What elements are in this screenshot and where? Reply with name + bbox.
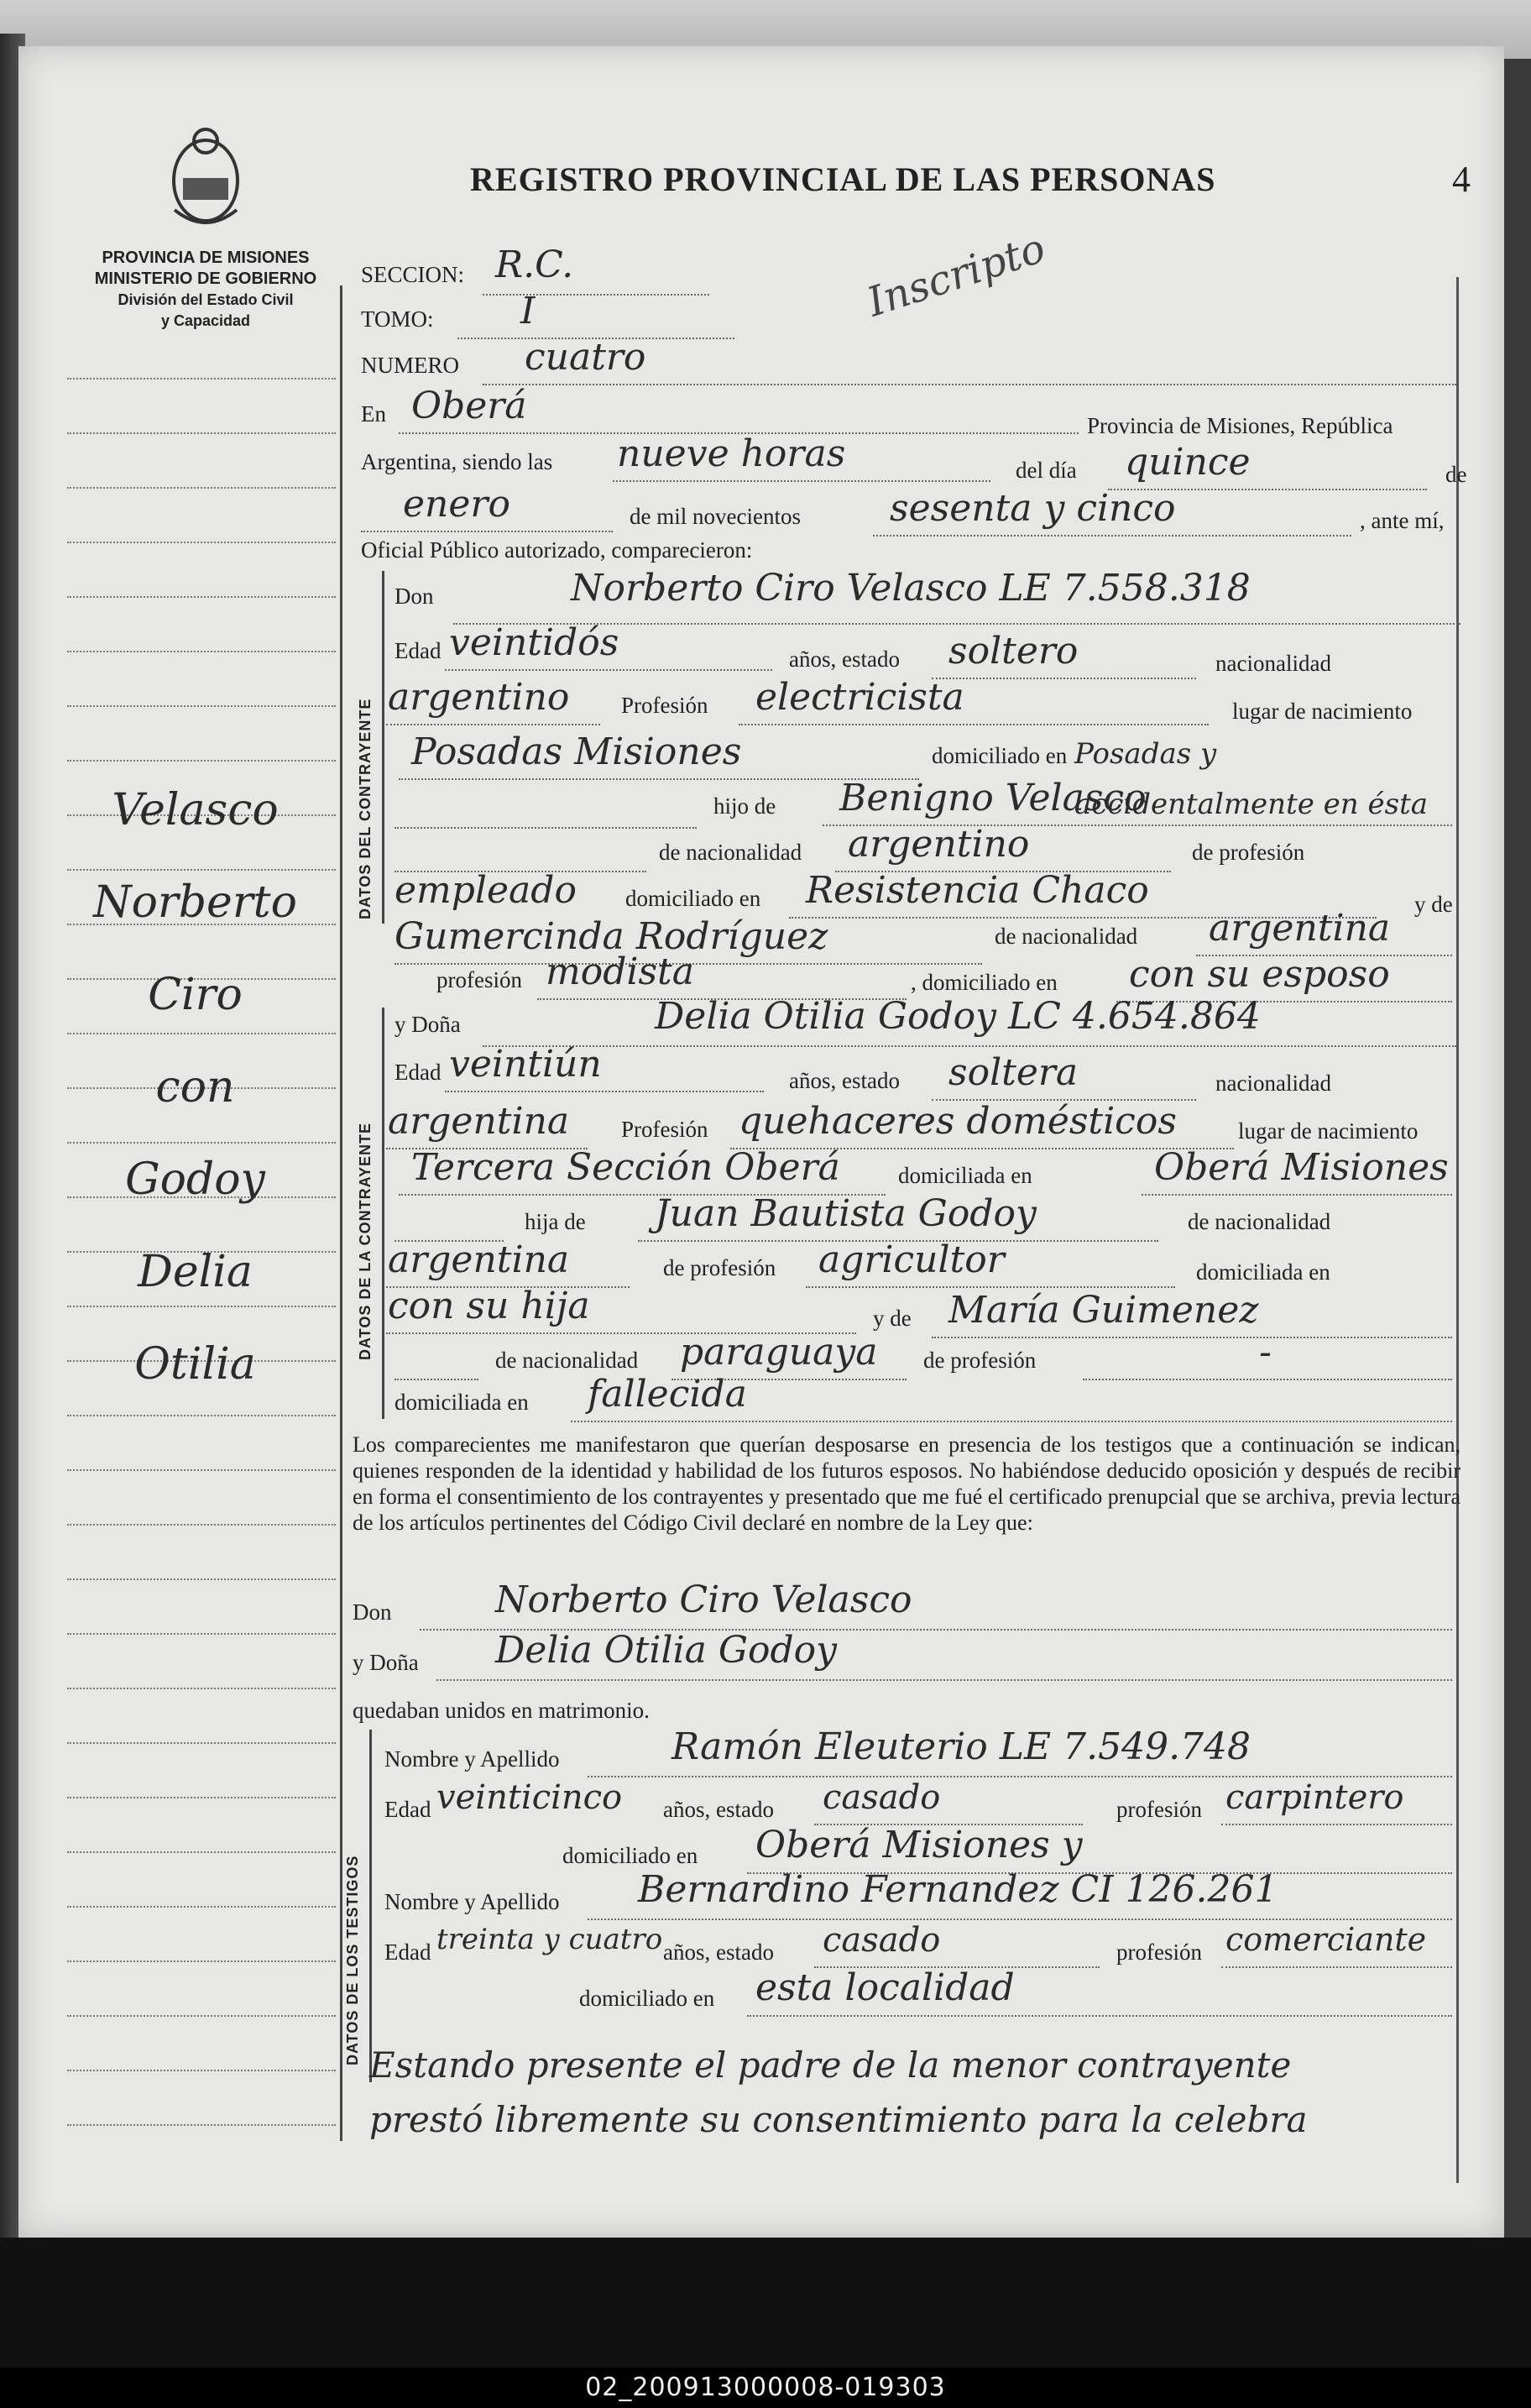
groom-section — [382, 571, 384, 924]
padre-nac-label: de nacionalidad — [659, 840, 802, 865]
seccion-label: SECCION: — [361, 262, 465, 287]
margin-name: Otilia — [134, 1339, 256, 1390]
nacionalidad-label: nacionalidad — [1215, 651, 1331, 676]
closing-line-1: Estando presente el padre de la menor contrayente — [369, 2044, 1292, 2086]
numero-label: NUMERO — [361, 353, 460, 378]
witness1-profession: carpintero — [1225, 1778, 1404, 1817]
dia-label: del día — [1016, 458, 1077, 483]
y-de-label: y de — [1414, 892, 1453, 917]
bride-birthplace: Tercera Sección Oberá — [411, 1146, 840, 1189]
registration-stamp: Inscripto — [861, 224, 1051, 327]
witness1-name: Ramón Eleuterio LE 7.549.748 — [671, 1725, 1251, 1768]
testigo1-estado-label: años, estado — [663, 1797, 774, 1822]
madre-dom-label: , domiciliado en — [911, 970, 1058, 995]
groom-father-nationality: argentino — [848, 823, 1030, 866]
domicilio-label: domiciliada en — [898, 1163, 1032, 1188]
margin-name: Godoy — [125, 1154, 265, 1205]
estado-label: años, estado — [789, 646, 900, 672]
groom-name: Norberto Ciro Velasco LE 7.558.318 — [571, 567, 1251, 610]
dona-label: y Doña — [353, 1650, 419, 1675]
witness1-address: Oberá Misiones y — [755, 1824, 1083, 1866]
bride-address: Oberá Misiones — [1154, 1146, 1449, 1189]
testigo1-edad-label: Edad — [384, 1797, 431, 1822]
witness-section-label: DATOS DE LOS TESTIGOS — [344, 1855, 361, 2065]
bride-father-profession: agricultor — [818, 1238, 1005, 1281]
testigo1-profesion-label: profesión — [1116, 1797, 1202, 1822]
groom-father-profession: empleado — [395, 869, 577, 912]
province-line: PROVINCIA DE MISIONES — [102, 249, 310, 267]
bride-status: soltera — [948, 1051, 1079, 1094]
groom-birthplace: Posadas Misiones — [411, 730, 742, 773]
padre-prof-label: de profesión — [663, 1255, 776, 1280]
testigo1-domicilio-label: domiciliado en — [562, 1843, 698, 1868]
y-de-label: y de — [873, 1306, 912, 1331]
margin-column — [50, 285, 342, 2141]
mes-value: enero — [403, 483, 510, 526]
declared-bride: Delia Otilia Godoy — [495, 1629, 838, 1672]
page-title: REGISTRO PROVINCIAL DE LAS PERSONAS — [470, 160, 1216, 198]
madre-nac-label: de nacionalidad — [495, 1348, 639, 1373]
hijo-label: hijo de — [713, 793, 776, 819]
groom-father: Benigno Velasco — [839, 777, 1147, 819]
groom-mother: Gumercinda Rodríguez — [395, 915, 828, 958]
groom-section-label: DATOS DEL CONTRAYENTE — [357, 698, 374, 919]
bride-age: veintiún — [449, 1043, 602, 1086]
bride-section — [382, 1008, 384, 1419]
lugar-value: Oberá — [411, 385, 527, 427]
estado-label: años, estado — [789, 1068, 900, 1093]
hora-value: nueve horas — [617, 432, 846, 475]
en-label: En — [361, 401, 386, 427]
testigo2-edad-label: Edad — [384, 1939, 431, 1965]
seccion-value: R.C. — [495, 243, 574, 286]
division-line: División del Estado Civil — [118, 291, 294, 308]
madre-prof-label: profesión — [436, 967, 522, 992]
groom-profession: electricista — [755, 676, 964, 719]
groom-status: soltero — [948, 630, 1079, 673]
testigo2-estado-label: años, estado — [663, 1939, 774, 1965]
edad-label: Edad — [395, 638, 442, 663]
lugar-nac-label: lugar de nacimiento — [1238, 1118, 1419, 1144]
witness2-profession: comerciante — [1225, 1921, 1427, 1958]
de-label: de — [1445, 462, 1467, 487]
profesion-label: Profesión — [621, 693, 708, 718]
witness2-address: esta localidad — [755, 1966, 1015, 2009]
don-label: Don — [353, 1599, 392, 1625]
witness2-name: Bernardino Fernandez CI 126.261 — [638, 1868, 1278, 1911]
testigo1-nombre-label: Nombre y Apellido — [384, 1746, 560, 1772]
margin-name: Delia — [138, 1247, 253, 1297]
testigo2-nombre-label: Nombre y Apellido — [384, 1889, 560, 1914]
argentina-label: Argentina, siendo las — [361, 449, 553, 474]
groom-mother-nationality: argentina — [1209, 907, 1391, 950]
groom-address: Posadas y accidentalmente en ésta — [1074, 737, 1428, 821]
declaration-paragraph: Los comparecientes me manifestaron que querían desposarse en presencia de los testigos que a continuación se indican, quienes responden de la identidad y habilidad de los futuros esposos. No habiéndose deducido oposición y después de recibir en forma el consentimiento de los contrayentes y presentado que me fué el certificado prenupcial que se archiva, previa lectura de los artículos pertinentes del Código Civil declaré en nombre de la Ley que: — [353, 1432, 1460, 1535]
scanner-background — [0, 2238, 1531, 2368]
edad-label: Edad — [395, 1060, 442, 1085]
image-caption: 02_200913000008-019303 — [0, 2368, 1531, 2408]
tomo-label: TOMO: — [361, 306, 434, 332]
lugar-nac-label: lugar de nacimiento — [1232, 699, 1413, 724]
bride-mother-address: fallecida — [588, 1373, 747, 1416]
domicilio-label: domiciliado en — [932, 743, 1068, 768]
padre-dom-label: domiciliada en — [1196, 1259, 1330, 1285]
dia-value: quince — [1125, 441, 1251, 484]
anio-label: de mil novecientos — [630, 504, 801, 529]
bride-name: Delia Otilia Godoy LC 4.654.864 — [655, 995, 1261, 1038]
madre-prof-label: de profesión — [923, 1348, 1037, 1373]
margin-name: con — [155, 1062, 235, 1112]
padre-nac-label: de nacionalidad — [1188, 1209, 1331, 1234]
madre-nac-label: de nacionalidad — [995, 924, 1138, 949]
groom-mother-address: con su esposo — [1129, 953, 1390, 996]
testigo2-profesion-label: profesión — [1116, 1939, 1202, 1965]
oficial-label: Oficial Público autorizado, comparecieron: — [361, 537, 753, 563]
bride-mother-profession: - — [1259, 1331, 1272, 1374]
bride-profession: quehaceres domésticos — [739, 1100, 1177, 1143]
don-label: Don — [395, 584, 434, 609]
madre-dom-label: domiciliada en — [395, 1390, 529, 1415]
margin-name: Ciro — [148, 970, 243, 1020]
ante-label: , ante mí, — [1360, 508, 1445, 533]
hija-label: hija de — [525, 1209, 586, 1234]
margin-name: Norberto — [93, 877, 297, 928]
unidos-label: quedaban unidos en matrimonio. — [353, 1698, 650, 1723]
bride-mother: María Guimenez — [948, 1289, 1259, 1332]
bride-father-address: con su hija — [388, 1285, 590, 1327]
padre-dom-label: domiciliado en — [625, 886, 761, 911]
groom-mother-profession: modista — [546, 950, 694, 993]
witness1-status: casado — [823, 1778, 941, 1817]
groom-father-address: Resistencia Chaco — [806, 869, 1149, 912]
ministry-line: MINISTERIO DE GOBIERNO — [94, 270, 317, 288]
closing-line-2: prestó libremente su consentimiento para la celebra — [369, 2099, 1308, 2140]
page-number: 4 — [1452, 159, 1471, 200]
provincia-label: Provincia de Misiones, República — [1087, 413, 1393, 438]
profesion-label: Profesión — [621, 1117, 708, 1142]
bride-section-label: DATOS DE LA CONTRAYENTE — [357, 1122, 374, 1360]
margin-name: Velasco — [112, 785, 279, 835]
padre-prof-label: de profesión — [1192, 840, 1305, 865]
witness1-age: veinticinco — [436, 1778, 623, 1817]
anio-value: sesenta y cinco — [890, 487, 1176, 530]
witness2-age: treinta y cuatro — [436, 1923, 663, 1956]
capacity-line: y Capacidad — [160, 312, 251, 329]
witness2-status: casado — [823, 1921, 941, 1960]
groom-age: veintidós — [449, 621, 619, 664]
witness-section — [369, 1730, 372, 2082]
bride-nationality: argentina — [388, 1100, 570, 1143]
testigo2-domicilio-label: domiciliado en — [579, 1986, 715, 2011]
right-border — [1456, 277, 1459, 2183]
bride-father: Juan Bautista Godoy — [655, 1192, 1037, 1235]
bride-father-nationality: argentina — [388, 1238, 570, 1281]
groom-nationality: argentino — [388, 676, 570, 719]
bride-mother-nationality: paraguaya — [680, 1331, 878, 1374]
declared-groom: Norberto Ciro Velasco — [495, 1578, 912, 1621]
dona-label: y Doña — [395, 1012, 461, 1037]
nacionalidad-label: nacionalidad — [1215, 1071, 1331, 1096]
numero-value: cuatro — [525, 336, 646, 379]
tomo-value: I — [520, 290, 536, 332]
coat-of-arms-icon — [159, 118, 252, 235]
